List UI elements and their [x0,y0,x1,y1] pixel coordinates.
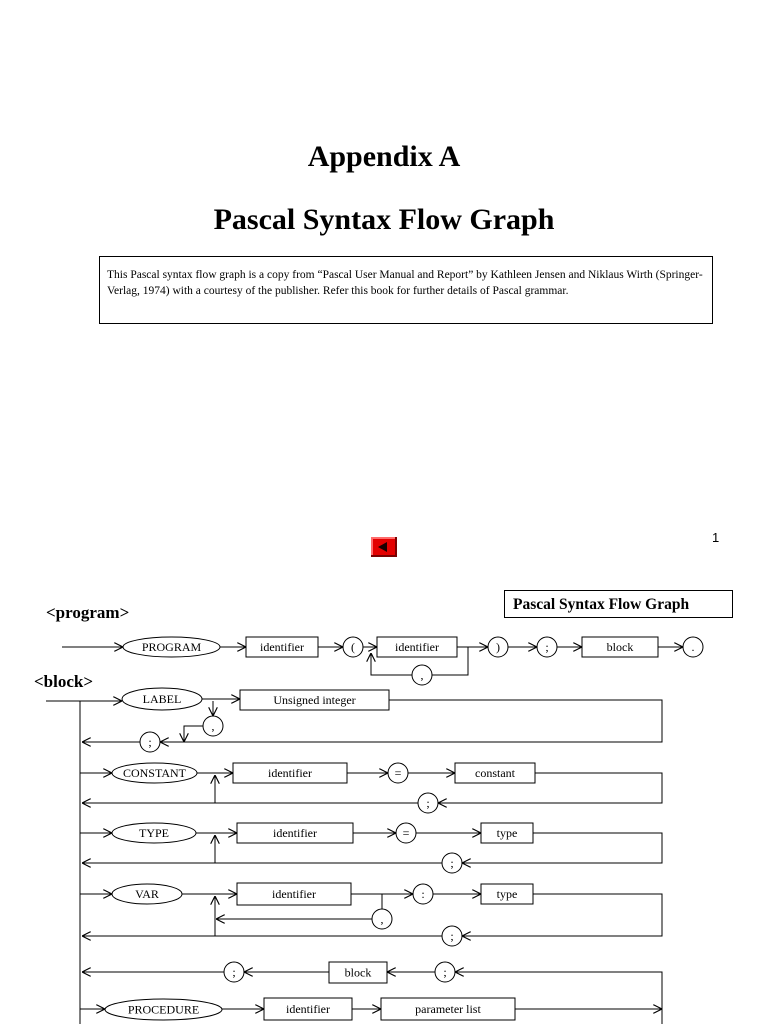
node-label: PROGRAM [141,640,202,654]
circle-period [683,637,703,657]
circle-prog-semicolon [537,637,557,657]
node-label: = [394,766,402,780]
node-label: ; [426,796,430,810]
box-constant [455,763,535,783]
node-label: identifier [286,1002,330,1016]
node-label: ; [443,965,447,979]
oval-type-kw [112,823,196,843]
node-label: , [380,912,384,926]
slide-title-box: Pascal Syntax Flow Graph [504,590,733,618]
node-label: ( [351,640,355,654]
circle-type-equals [396,823,416,843]
node-label: ; [450,856,454,870]
circle-proc-semicolon-left [224,962,244,982]
circle-label-semicolon [140,732,160,752]
node-label: type [496,826,518,840]
circle-const-equals [388,763,408,783]
node-label: block [344,965,372,980]
node-label: . [691,640,695,654]
circle-proc-semicolon-right [435,962,455,982]
circle-rparen [488,637,508,657]
node-label: type [496,887,518,901]
node-label: identifier [272,887,316,901]
node-label: : [421,887,425,901]
circle-lparen [343,637,363,657]
node-label: , [211,719,215,733]
page-title: Appendix A [307,140,461,173]
node-label: , [420,668,424,682]
circle-const-semicolon [418,793,438,813]
circle-var-comma [372,909,392,929]
node-label: constant [475,766,515,780]
box-type-type [481,823,533,843]
oval-const-kw [112,763,197,783]
box-unsigned-integer [240,690,389,710]
box-proc-identifier [264,998,352,1020]
box-const-identifier [233,763,347,783]
node-label: ) [496,640,500,654]
circle-type-semicolon [442,853,462,873]
circle-var-colon [413,884,433,904]
box-var-type [481,884,533,904]
node-label: identifier [260,640,304,654]
circle-var-semicolon [442,926,462,946]
box-proc-block [329,962,387,983]
node-label: parameter list [415,1002,481,1016]
node-label: ; [232,965,236,979]
oval-program-kw [123,637,220,657]
page-number: 1 [712,530,720,545]
circle-prog-comma [412,665,432,685]
node-label: CONSTANT [122,766,187,780]
node-label: block [606,640,634,654]
node-label: = [402,826,410,840]
node-label: identifier [268,766,312,780]
box-var-identifier [237,883,351,905]
box-prog-identifier2 [377,637,457,657]
box-parameter-list [381,998,515,1020]
oval-var-kw [112,884,182,904]
source-note: This Pascal syntax flow graph is a copy from “Pascal User Manual and Report” by Kathleen Jensen and Niklaus Wirth (Springer-Verlag, 1974) with a courtesy of the publisher. Refer this book for further details of Pascal grammar. [99,256,713,324]
box-type-identifier [237,823,353,843]
node-label: Unsigned integer [273,693,356,707]
node-label: ; [545,640,549,654]
oval-label-kw [122,688,202,710]
node-label: identifier [273,826,317,840]
node-label: ; [148,735,152,749]
block-header: <block> [34,672,94,691]
node-label: LABEL [142,692,182,706]
node-label: PROCEDURE [127,1002,200,1017]
box-prog-identifier [246,637,318,657]
node-label: identifier [395,640,439,654]
box-prog-block [582,637,658,657]
node-label: TYPE [139,826,169,840]
page-subtitle: Pascal Syntax Flow Graph [213,203,555,236]
program-header: <program> [46,603,130,622]
node-label: ; [450,929,454,943]
circle-label-comma [203,716,223,736]
node-label: VAR [135,887,159,901]
oval-procedure-kw [105,999,222,1020]
